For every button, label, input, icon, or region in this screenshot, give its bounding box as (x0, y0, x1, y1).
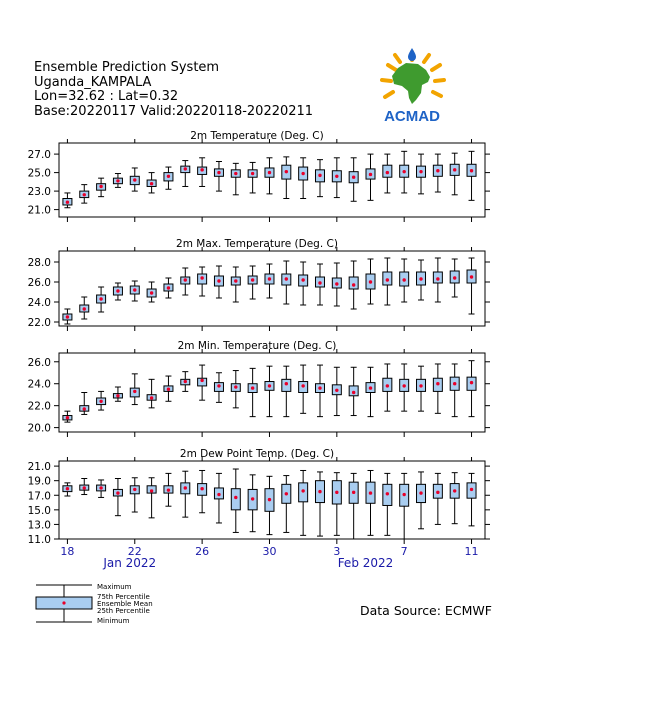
mean-dot (335, 175, 338, 178)
box-day-15 (299, 262, 308, 305)
mean-dot (453, 382, 456, 385)
mean-dot (217, 384, 220, 387)
iqr-box (349, 277, 358, 289)
box-day-17 (332, 473, 341, 536)
box-day-21 (400, 259, 409, 302)
box-day-11 (231, 267, 240, 302)
x-tick-label: 30 (262, 545, 277, 558)
box-day-9 (198, 267, 207, 296)
mean-dot (251, 497, 254, 500)
mean-dot (402, 170, 405, 173)
box-day-18 (349, 473, 358, 539)
mean-dot (184, 278, 187, 281)
mean-dot (436, 277, 439, 280)
legend-symbol (34, 583, 94, 625)
box-day-3 (97, 391, 106, 410)
box-day-19 (366, 367, 375, 416)
box-day-8 (181, 268, 190, 295)
legend-maximum: Maximum (97, 583, 132, 591)
box-day-12 (248, 475, 257, 532)
box-day-2 (80, 297, 89, 319)
box-day-23 (433, 258, 442, 302)
box-day-1 (63, 483, 72, 496)
x-tick-label: 18 (60, 545, 75, 558)
box-day-12 (248, 368, 257, 416)
mean-dot (369, 280, 372, 283)
mean-dot (470, 381, 473, 384)
y-tick-label: 22.0 (27, 317, 51, 329)
box-day-9 (198, 365, 207, 400)
month-label: Feb 2022 (337, 556, 394, 570)
mean-dot (133, 488, 136, 491)
chart-panel-1 (28, 130, 490, 222)
box-day-21 (400, 364, 409, 411)
mean-dot (200, 379, 203, 382)
box-day-16 (315, 160, 324, 197)
box-day-25 (467, 473, 476, 525)
box-day-14 (282, 476, 291, 533)
mean-dot (335, 491, 338, 494)
y-tick-label: 26.0 (27, 277, 51, 289)
panel-title: 2m Max. Temperature (Deg. C) (176, 238, 338, 250)
logo-text: ACMAD (384, 108, 440, 124)
mean-dot (99, 297, 102, 300)
box-day-23 (433, 154, 442, 192)
mean-dot (402, 493, 405, 496)
box-day-5 (130, 478, 139, 512)
mean-dot (217, 493, 220, 496)
box-day-22 (417, 154, 426, 194)
mean-dot (200, 168, 203, 171)
mean-dot (369, 173, 372, 176)
mean-dot (470, 275, 473, 278)
box-day-3 (97, 178, 106, 197)
mean-dot (301, 172, 304, 175)
box-day-1 (63, 193, 72, 208)
mean-dot (285, 170, 288, 173)
mean-dot (133, 178, 136, 181)
mean-dot (453, 276, 456, 279)
box-day-18 (349, 367, 358, 415)
box-day-16 (315, 365, 324, 417)
mean-dot (318, 386, 321, 389)
mean-dot (217, 279, 220, 282)
y-tick-label: 15.0 (27, 504, 51, 517)
mean-dot (352, 391, 355, 394)
box-day-24 (450, 364, 459, 417)
mean-dot (200, 487, 203, 490)
y-tick-label: 11.0 (27, 534, 51, 546)
box-day-20 (383, 154, 392, 193)
header-title: Ensemble Prediction System (34, 60, 220, 75)
y-tick-label: 27.0 (27, 149, 51, 162)
mean-dot (402, 278, 405, 281)
box-day-21 (400, 151, 409, 193)
mean-dot (99, 400, 102, 403)
y-tick-label: 19.0 (27, 475, 51, 488)
mean-dot (419, 384, 422, 387)
mean-dot (285, 277, 288, 280)
mean-dot (285, 492, 288, 495)
mean-dot (301, 384, 304, 387)
mean-dot (369, 491, 372, 494)
box-day-3 (97, 480, 106, 497)
box-day-7 (164, 167, 173, 189)
mean-dot (167, 388, 170, 391)
box-day-13 (265, 476, 274, 534)
mean-dot (453, 489, 456, 492)
box-day-12 (248, 266, 257, 299)
box-day-22 (417, 366, 426, 411)
box-day-10 (214, 266, 223, 298)
mean-dot (234, 279, 237, 282)
box-day-14 (282, 366, 291, 416)
panel-title: 2m Min. Temperature (Deg. C) (177, 340, 337, 352)
box-day-23 (433, 473, 442, 524)
box-day-17 (332, 158, 341, 198)
mean-dot (234, 172, 237, 175)
box-day-8 (181, 471, 190, 517)
legend-ensemble-mean: Ensemble Mean (97, 600, 153, 608)
box-day-19 (366, 154, 375, 200)
box-day-5 (130, 168, 139, 191)
mean-dot (150, 489, 153, 492)
box-day-15 (299, 470, 308, 535)
box-day-1 (63, 411, 72, 422)
box-day-16 (315, 472, 324, 536)
box-day-24 (450, 153, 459, 195)
legend-minimum: Minimum (97, 617, 130, 625)
mean-dot (167, 286, 170, 289)
mean-dot (470, 169, 473, 172)
y-tick-label: 21.0 (27, 461, 51, 474)
mean-dot (217, 171, 220, 174)
mean-dot (234, 385, 237, 388)
box-day-6 (147, 173, 156, 193)
mean-dot (386, 492, 389, 495)
y-tick-label: 17.0 (27, 490, 51, 503)
mean-dot (436, 169, 439, 172)
mean-dot (184, 167, 187, 170)
mean-dot (386, 384, 389, 387)
box-day-22 (417, 260, 426, 300)
box-day-11 (231, 371, 240, 408)
mean-dot (402, 384, 405, 387)
mean-dot (116, 491, 119, 494)
mean-dot (133, 390, 136, 393)
box-day-10 (214, 473, 223, 523)
box-day-23 (433, 364, 442, 413)
mean-dot (116, 179, 119, 182)
mean-dot (150, 182, 153, 185)
box-day-19 (366, 259, 375, 304)
x-tick-label: 11 (464, 545, 479, 558)
mean-dot (318, 490, 321, 493)
box-day-13 (265, 158, 274, 194)
mean-dot (234, 496, 237, 499)
x-tick-label: 22 (127, 545, 142, 558)
box-day-15 (299, 365, 308, 413)
y-tick-label: 24.0 (27, 297, 51, 309)
mean-dot (386, 171, 389, 174)
mean-dot (369, 386, 372, 389)
mean-dot (167, 175, 170, 178)
y-tick-label: 26.0 (27, 356, 51, 369)
box-day-5 (130, 281, 139, 301)
box-day-20 (383, 364, 392, 411)
y-tick-label: 22.0 (27, 400, 51, 413)
mean-dot (268, 277, 271, 280)
box-day-7 (164, 473, 173, 506)
box-day-10 (214, 162, 223, 192)
header-base-valid: Base:20220117 Valid:20220118-20220211 (34, 104, 314, 119)
mean-dot (335, 389, 338, 392)
box-day-19 (366, 470, 375, 535)
box-day-20 (383, 473, 392, 535)
mean-dot (436, 491, 439, 494)
y-tick-label: 24.0 (27, 378, 51, 391)
box-day-9 (198, 158, 207, 187)
box-day-7 (164, 376, 173, 401)
mean-dot (470, 488, 473, 491)
box-day-17 (332, 263, 341, 306)
box-day-15 (299, 158, 308, 199)
mean-dot (268, 498, 271, 501)
mean-dot (83, 193, 86, 196)
mean-dot (318, 174, 321, 177)
box-day-24 (450, 473, 459, 524)
box-day-13 (265, 366, 274, 416)
x-tick-label: 7 (400, 545, 408, 558)
box-day-4 (113, 283, 122, 300)
box-day-4 (113, 387, 122, 401)
box-day-14 (282, 261, 291, 304)
x-tick-label: 3 (333, 545, 341, 558)
box-day-14 (282, 157, 291, 199)
mean-dot (99, 486, 102, 489)
box-day-2 (80, 478, 89, 494)
panel-title: 2m Dew Point Temp. (Deg. C) (179, 448, 335, 460)
box-day-16 (315, 264, 324, 305)
mean-dot (352, 176, 355, 179)
box-day-6 (147, 379, 156, 408)
mean-dot (251, 386, 254, 389)
box-day-21 (400, 473, 409, 539)
box-day-1 (63, 309, 72, 324)
mean-dot (301, 489, 304, 492)
mean-dot (419, 170, 422, 173)
mean-dot (83, 307, 86, 310)
y-tick-label: 20.0 (27, 422, 51, 435)
x-tick-label: 26 (195, 545, 210, 558)
box-day-2 (80, 393, 89, 415)
mean-dot (419, 491, 422, 494)
mean-dot (318, 281, 321, 284)
box-day-4 (113, 478, 122, 515)
box-day-9 (198, 470, 207, 512)
mean-dot (301, 278, 304, 281)
chart-panel-3 (28, 340, 490, 437)
iqr-box (231, 489, 240, 510)
mean-dot (251, 172, 254, 175)
mean-dot (150, 291, 153, 294)
box-day-25 (467, 258, 476, 314)
header-location: Uganda_KAMPALA (34, 75, 152, 90)
box-day-3 (97, 287, 106, 312)
mean-dot (184, 380, 187, 383)
mean-dot (66, 487, 69, 490)
box-day-17 (332, 367, 341, 415)
box-day-25 (467, 151, 476, 200)
mean-dot (436, 382, 439, 385)
header-coordinates: Lon=32.62 : Lat=0.32 (34, 89, 179, 104)
legend-25th-percentile: 25th Percentile (97, 607, 150, 615)
box-day-7 (164, 278, 173, 298)
chart-panel-4 (28, 448, 490, 546)
box-day-6 (147, 282, 156, 302)
mean-dot (386, 278, 389, 281)
box-day-8 (181, 372, 190, 392)
mean-dot (99, 185, 102, 188)
mean-dot (453, 168, 456, 171)
mean-dot (167, 488, 170, 491)
box-day-22 (417, 472, 426, 529)
box-day-2 (80, 185, 89, 204)
y-tick-label: 28.0 (27, 257, 51, 269)
mean-dot (66, 201, 69, 204)
month-label: Jan 2022 (103, 556, 157, 570)
mean-dot (268, 171, 271, 174)
mean-dot (116, 394, 119, 397)
legend-75th-percentile: 75th Percentile (97, 593, 150, 601)
box-day-13 (265, 264, 274, 298)
box-day-20 (383, 258, 392, 305)
box-day-8 (181, 161, 190, 187)
mean-dot (66, 416, 69, 419)
mean-dot (133, 288, 136, 291)
mean-dot (352, 283, 355, 286)
box-day-11 (231, 469, 240, 532)
mean-dot (268, 384, 271, 387)
y-tick-label: 13.0 (27, 519, 51, 532)
mean-dot (419, 277, 422, 280)
box-day-11 (231, 163, 240, 194)
chart-panel-2 (28, 238, 490, 331)
y-tick-label: 25.0 (27, 167, 51, 180)
y-tick-label: 23.0 (27, 186, 51, 199)
mean-dot (83, 407, 86, 410)
box-day-6 (147, 478, 156, 518)
box-day-4 (113, 174, 122, 188)
panel-title: 2m Temperature (Deg. C) (190, 130, 324, 142)
box-day-18 (349, 261, 358, 309)
box-day-25 (467, 361, 476, 417)
mean-dot (335, 282, 338, 285)
mean-dot (66, 315, 69, 318)
box-day-10 (214, 373, 223, 403)
mean-dot (83, 486, 86, 489)
box-day-24 (450, 259, 459, 297)
mean-dot (285, 382, 288, 385)
y-tick-label: 21.0 (27, 204, 51, 217)
mean-dot (251, 278, 254, 281)
mean-dot (184, 486, 187, 489)
box-day-18 (349, 158, 358, 201)
box-day-5 (130, 374, 139, 405)
box-day-12 (248, 162, 257, 193)
mean-dot (352, 491, 355, 494)
mean-dot (150, 396, 153, 399)
mean-dot (116, 289, 119, 292)
mean-dot (200, 276, 203, 279)
data-source: Data Source: ECMWF (360, 603, 492, 618)
